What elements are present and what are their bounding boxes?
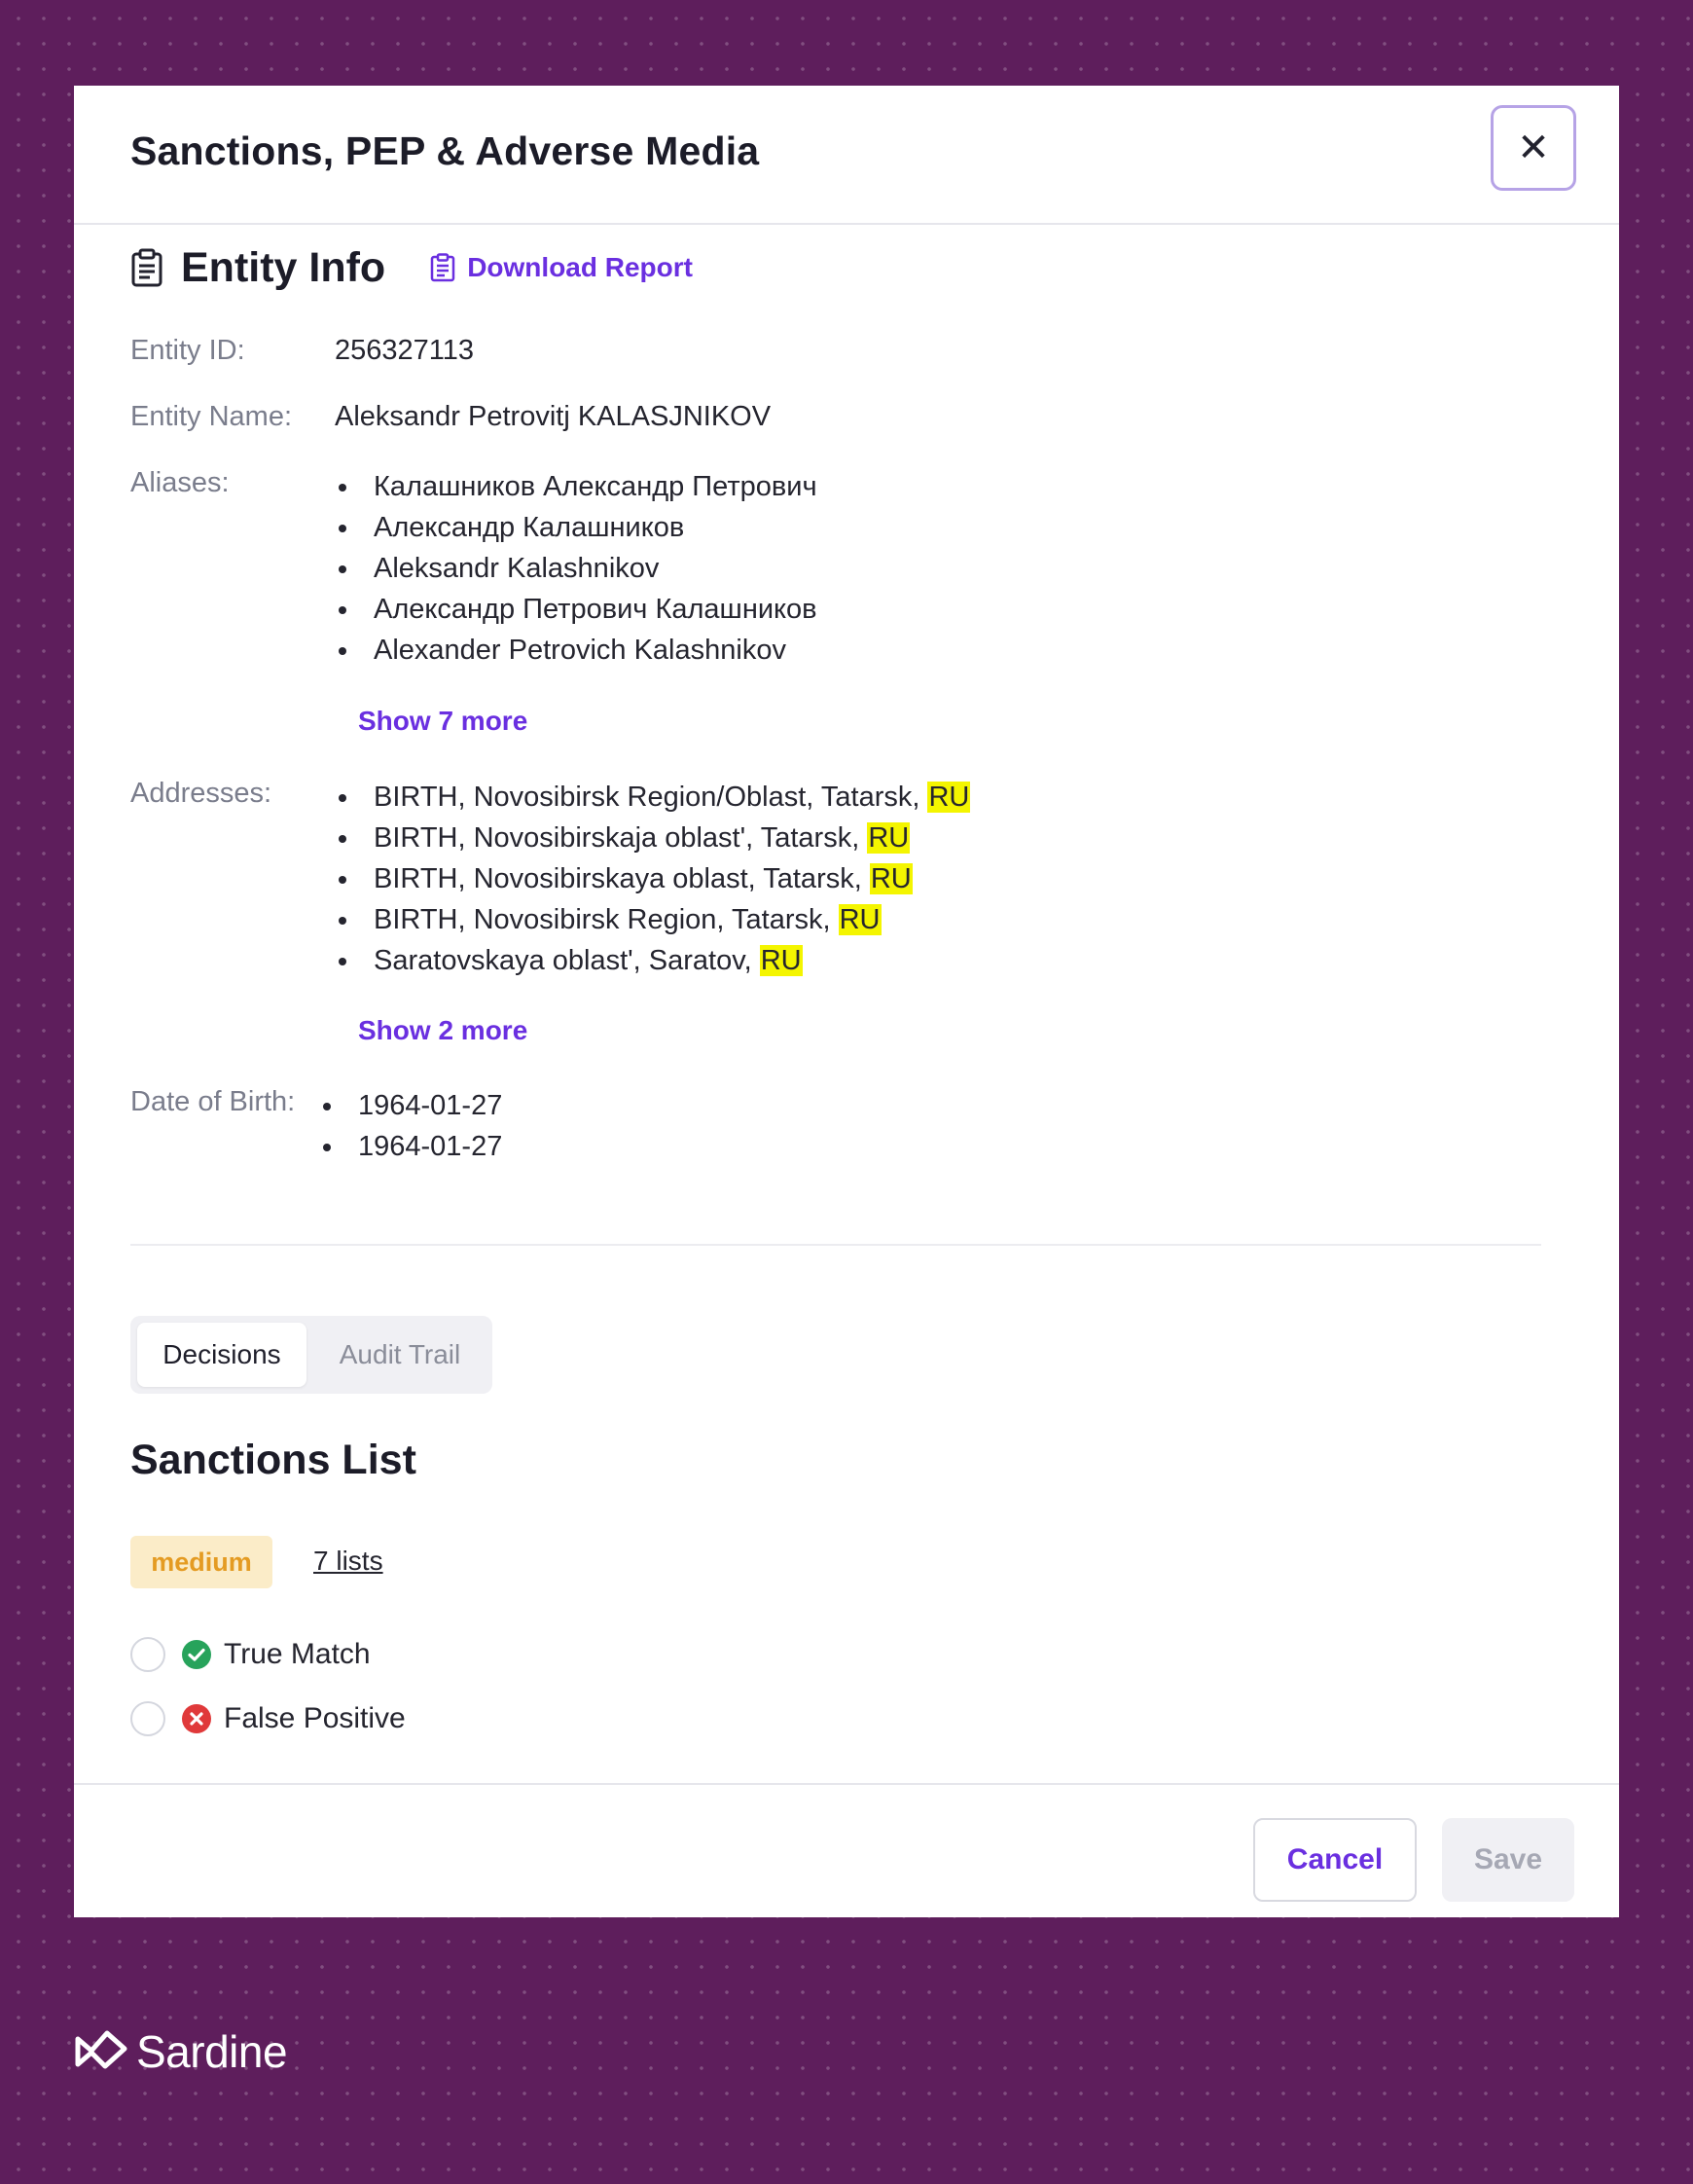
close-icon: ✕ (1517, 127, 1550, 169)
sardine-logo-icon (74, 2029, 130, 2074)
address-text: BIRTH, Novosibirsk Region, Tatarsk, (374, 904, 831, 935)
sanctions-modal (74, 86, 1619, 1917)
address-text: BIRTH, Novosibirskaja oblast', Tatarsk, (374, 822, 860, 854)
addresses-list (374, 777, 970, 981)
country-code-highlight: RU (868, 822, 910, 854)
tab-decisions[interactable]: Decisions (137, 1323, 306, 1387)
true-match-radio[interactable] (130, 1637, 165, 1672)
country-code-highlight: RU (839, 904, 881, 935)
entity-id-value: 256327113 (335, 335, 475, 366)
dob-item: 1964-01-27 (358, 1085, 502, 1126)
false-positive-label: False Positive (224, 1702, 406, 1734)
check-circle-icon (181, 1639, 212, 1670)
dob-list (358, 1085, 502, 1167)
modal-header (74, 86, 1619, 225)
alias-item: Калашников Александр Петрович (374, 466, 817, 507)
true-match-label: True Match (224, 1638, 371, 1670)
lists-count-link[interactable]: 7 lists (313, 1546, 383, 1576)
false-positive-option[interactable] (130, 1697, 406, 1740)
entity-name-label: Entity Name: (130, 401, 292, 432)
download-report-label: Download Report (467, 252, 693, 282)
true-match-option[interactable] (130, 1633, 371, 1676)
entity-info-header (130, 234, 693, 302)
alias-item: Александр Петрович Калашников (374, 589, 817, 630)
entity-info-title: Entity Info (181, 243, 386, 291)
aliases-label: Aliases: (130, 467, 230, 498)
country-code-highlight: RU (760, 945, 802, 976)
country-code-highlight: RU (870, 863, 912, 894)
dob-item: 1964-01-27 (358, 1126, 502, 1167)
modal-footer-divider (74, 1783, 1619, 1785)
tab-audit-trail[interactable]: Audit Trail (339, 1339, 461, 1369)
entity-id-label: Entity ID: (130, 335, 245, 366)
address-item (374, 777, 970, 818)
entity-name-value: Aleksandr Petrovitj KALASJNIKOV (335, 401, 772, 432)
false-positive-radio[interactable] (130, 1701, 165, 1736)
address-item (374, 940, 970, 981)
addresses-show-more-link[interactable]: Show 2 more (358, 1015, 528, 1045)
address-item (374, 899, 970, 940)
addresses-label: Addresses: (130, 778, 272, 809)
address-text: BIRTH, Novosibirsk Region/Oblast, Tatarsk, (374, 782, 920, 813)
decision-tabs (130, 1316, 492, 1394)
close-button[interactable] (1491, 105, 1576, 191)
download-report-link[interactable] (430, 252, 693, 283)
alias-item: Alexander Petrovich Kalashnikov (374, 630, 817, 671)
address-text: BIRTH, Novosibirskaya oblast, Tatarsk, (374, 863, 862, 894)
brand (74, 2024, 287, 2079)
report-icon (430, 252, 457, 283)
risk-level-badge: medium (130, 1536, 272, 1588)
aliases-show-more-link[interactable]: Show 7 more (358, 706, 528, 736)
sanctions-list-title: Sanctions List (130, 1437, 416, 1483)
clipboard-icon (130, 246, 169, 289)
x-circle-icon (181, 1703, 212, 1734)
modal-title: Sanctions, PEP & Adverse Media (130, 128, 760, 173)
cancel-button[interactable]: Cancel (1253, 1818, 1417, 1902)
address-text: Saratovskaya oblast', Saratov, (374, 945, 752, 976)
aliases-list (374, 466, 817, 671)
dob-label: Date of Birth: (130, 1086, 296, 1117)
address-item (374, 818, 970, 858)
alias-item: Александр Калашников (374, 507, 817, 548)
alias-item: Aleksandr Kalashnikov (374, 548, 817, 589)
brand-name: Sardine (136, 2026, 288, 2077)
save-button[interactable]: Save (1442, 1818, 1574, 1902)
country-code-highlight: RU (928, 782, 970, 813)
section-divider (130, 1244, 1541, 1246)
address-item (374, 858, 970, 899)
